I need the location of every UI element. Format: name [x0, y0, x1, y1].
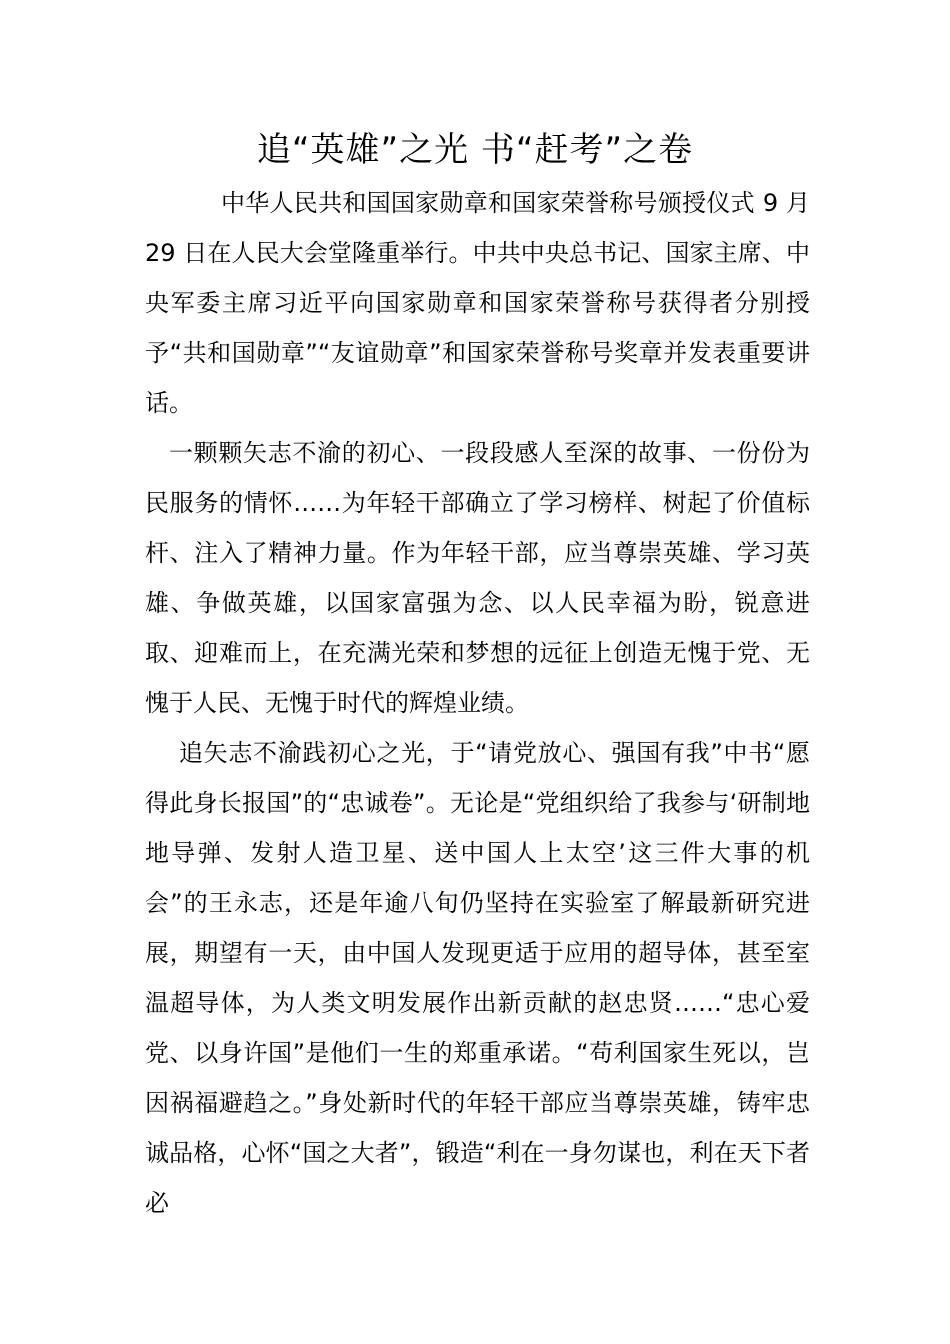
paragraph-loyalty: 追矢志不渝践初心之光，于“请党放心、强国有我”中书“愿得此身长报国”的“忠诚卷”。无论是“党组织给了我参与‘研制地地导弹、发射人造卫星、送中国人上太空’这三件大事的机会”的王永志，还是年逾八旬仍坚持在实验室了解最新研究进展，期望有一天，由中国人发现更适于应用的超导体，甚至室温超导体，为人类文明发展作出新贡献的赵忠贤……“忠心爱党、以身许国”是他们一生的郑重承诺。“苟利国家生死以，岂因祸福避趋之。”身处新时代的年轻干部应当尊崇英雄，铸牢忠诚品格，心怀“国之大者”，锻造“利在一身勿谋也，利在天下者必: [145, 739, 810, 1217]
paragraph-award-ceremony: 中华人民共和国国家勋章和国家荣誉称号颁授仪式 9 月 29 日在人民大会堂隆重举行。中共中央总书记、国家主席、中央军委主席习近平向国家勋章和国家荣誉称号获得者分别授予“共和国勋章”“友谊勋章”和国家荣誉称号奖章并发表重要讲话。: [145, 189, 810, 417]
paragraph-young-cadres: 一颗颗矢志不渝的初心、一段段感人至深的故事、一份份为民服务的情怀……为年轻干部确立了学习榜样、树起了价值标杆、注入了精神力量。作为年轻干部，应当尊崇英雄、学习英雄、争做英雄，以国家富强为念、以人民幸福为盼，锐意进取、迎难而上，在充满光荣和梦想的远征上创造无愧于党、无愧于人民、无愧于时代的辉煌业绩。: [145, 439, 810, 717]
document-title: 追“英雄”之光 书“赶考”之卷: [256, 130, 694, 170]
document-body: [145, 178, 810, 1228]
